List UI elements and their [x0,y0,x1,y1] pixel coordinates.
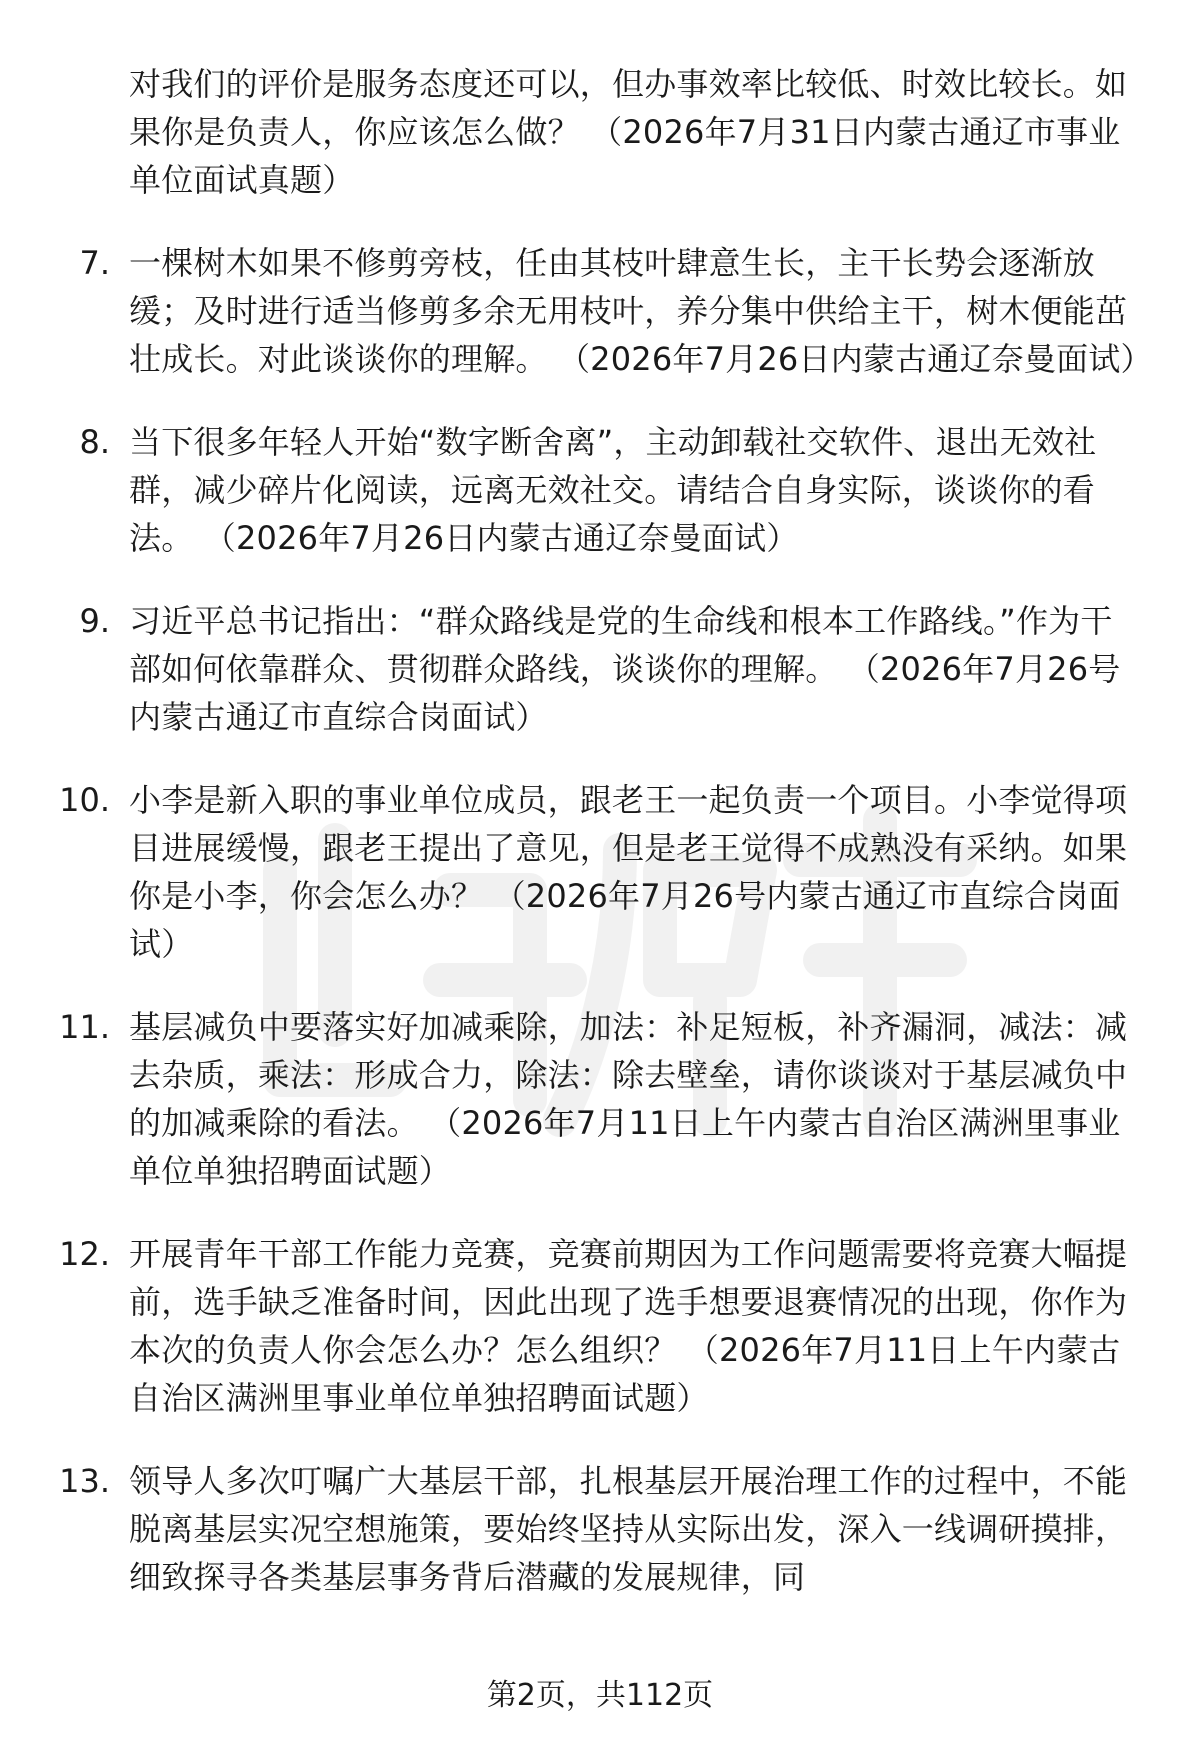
list-item [0,1230,1200,1422]
item-text: 小李是新入职的事业单位成员，跟老王一起负责一个项目。小李觉得项目进展缓慢，跟老王提出了意见，但是老王觉得不成熟没有采纳。如果你是小李，你会怎么办？ （2026年7月26号内蒙古通辽市直综合岗面试） [129,781,1128,963]
list-item [0,776,1200,968]
item-text: 当下很多年轻人开始“数字断舍离”，主动卸载社交软件、退出无效社群，减少碎片化阅读，远离无效社交。请结合自身实际，谈谈你的看法。 （2026年7月26日内蒙古通辽奈曼面试） [129,423,1097,557]
item-text: 基层减负中要落实好加减乘除，加法：补足短板，补齐漏洞，减法：减去杂质，乘法：形成合力，除法：除去壁垒，请你谈谈对于基层减负中的加减乘除的看法。 （2026年7月11日上午内蒙古自治区满洲里事业单位单独招聘面试题） [129,1008,1128,1190]
item-text: 一棵树木如果不修剪旁枝，任由其枝叶肆意生长，主干长势会逐渐放缓；及时进行适当修剪多余无用枝叶，养分集中供给主干，树木便能茁壮成长。对此谈谈你的理解。 （2026年7月26日内蒙古通辽奈曼面试） [129,244,1153,378]
page-footer: 第2页，共112页 [486,1678,714,1713]
list-item [0,597,1200,741]
item-number: 11. [59,1008,110,1046]
item-number: 7. [79,244,110,282]
question-list [0,60,1200,1636]
item-number: 12. [59,1235,110,1273]
list-item [0,1003,1200,1195]
list-item [0,239,1200,383]
item-text: 领导人多次叮嘱广大基层干部，扎根基层开展治理工作的过程中，不能脱离基层实况空想施策，要始终坚持从实际出发，深入一线调研摸排，细致探寻各类基层事务背后潜藏的发展规律，同 [129,1462,1128,1596]
item-text: 开展青年干部工作能力竞赛，竞赛前期因为工作问题需要将竞赛大幅提前，选手缺乏准备时间，因此出现了选手想要退赛情况的出现，你作为本次的负责人你会怎么办？怎么组织？ （2026年7月11日上午内蒙古自治区满洲里事业单位单独招聘面试题） [129,1235,1128,1417]
list-item [0,60,1200,204]
list-item [0,418,1200,562]
item-number: 10. [59,781,110,819]
item-number: 13. [59,1462,110,1500]
list-item [0,1457,1200,1601]
item-number: 8. [79,423,110,461]
item-number: 9. [79,602,110,640]
item-text: 习近平总书记指出：“群众路线是党的生命线和根本工作路线。”作为干部如何依靠群众、贯彻群众路线，谈谈你的理解。 （2026年7月26号内蒙古通辽市直综合岗面试） [129,602,1121,736]
item-text: 对我们的评价是服务态度还可以，但办事效率比较低、时效比较长。如果你是负责人，你应该怎么做？ （2026年7月31日内蒙古通辽市事业单位面试真题） [129,65,1128,199]
